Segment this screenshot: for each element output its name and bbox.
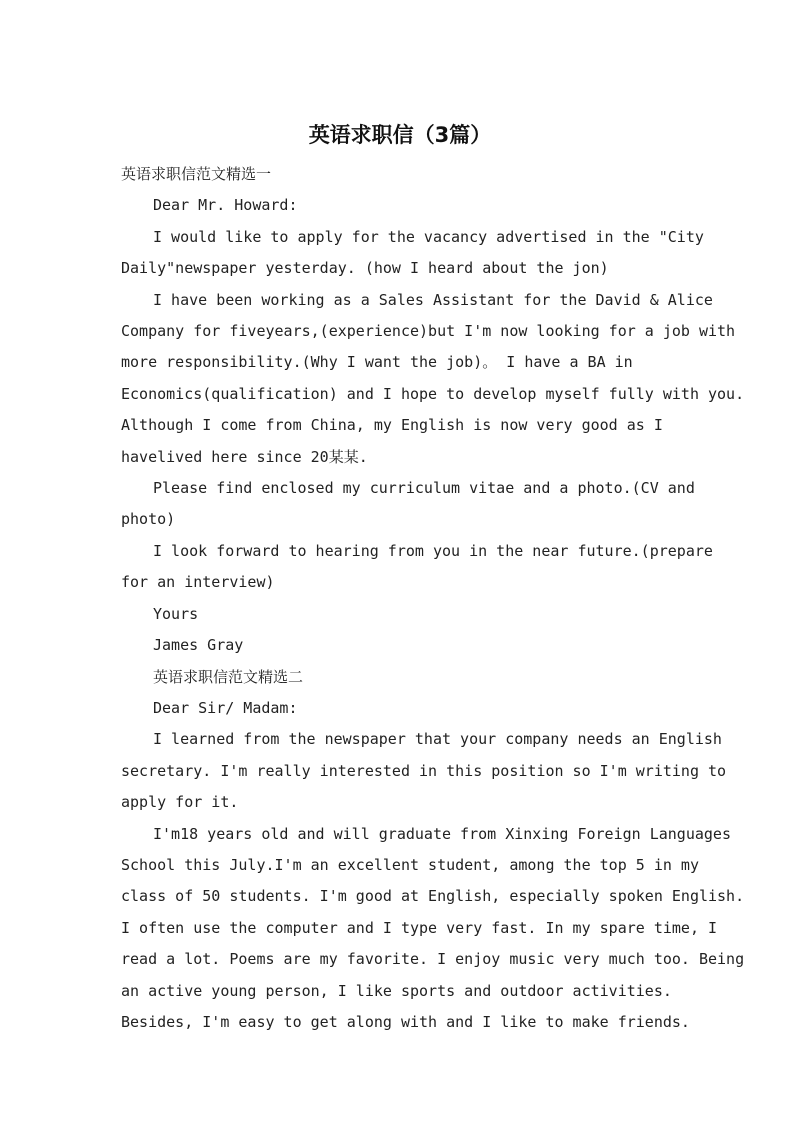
text-line: for an interview) [121,573,275,592]
text-line: I'm18 years old and will graduate from Xinxing Foreign Languages [153,824,731,843]
text-line: I learned from the newspaper that your company needs an English [153,730,722,749]
text-line: 英语求职信范文精选二 [153,667,304,686]
text-line: secretary. I'm really interested in this position so I'm writing to [121,761,727,780]
document-title: 英语求职信（3篇） [308,123,492,147]
text-line: I often use the computer and I type very fast. In my spare time, I [121,918,718,937]
text-line: read a lot. Poems are my favorite. I enjoy music very much too. Being [121,950,745,969]
text-line: I have been working as a Sales Assistant for the David & Alice [153,290,713,309]
document-body [121,159,745,1038]
text-line: Although I come from China, my English is now very good as I [121,416,663,435]
text-line: an active young person, I like sports and outdoor activities. [121,981,672,1000]
text-line: Economics(qualification) and I hope to develop myself fully with you. [121,384,745,403]
text-line: Dear Mr. Howard: [153,196,298,215]
text-line: Please find enclosed my curriculum vitae and a photo.(CV and [153,479,695,498]
text-line: I would like to apply for the vacancy advertised in the "City [153,227,704,246]
text-line: Besides, I'm easy to get along with and I like to make friends. [121,1012,690,1031]
text-line: Company for fiveyears,(experience)but I'm now looking for a job with [121,322,736,341]
text-line: Dear Sir/ Madam: [153,698,298,717]
text-line: apply for it. [121,793,239,812]
text-line: School this July.I'm an excellent student, among the top 5 in my [121,855,699,874]
text-line: havelived here since 20某某. [121,447,368,466]
text-line: James Gray [153,636,244,655]
text-line: class of 50 students. I'm good at English, especially spoken English. [121,887,745,906]
text-line: I look forward to hearing from you in the near future.(prepare [153,541,713,560]
text-line: more responsibility.(Why I want the job)。 I have a BA in [121,353,633,372]
text-line: photo) [121,510,176,529]
text-line: Daily"newspaper yesterday. (how I heard about the jon) [121,259,609,278]
text-line: 英语求职信范文精选一 [121,165,272,183]
text-line: Yours [153,604,199,623]
